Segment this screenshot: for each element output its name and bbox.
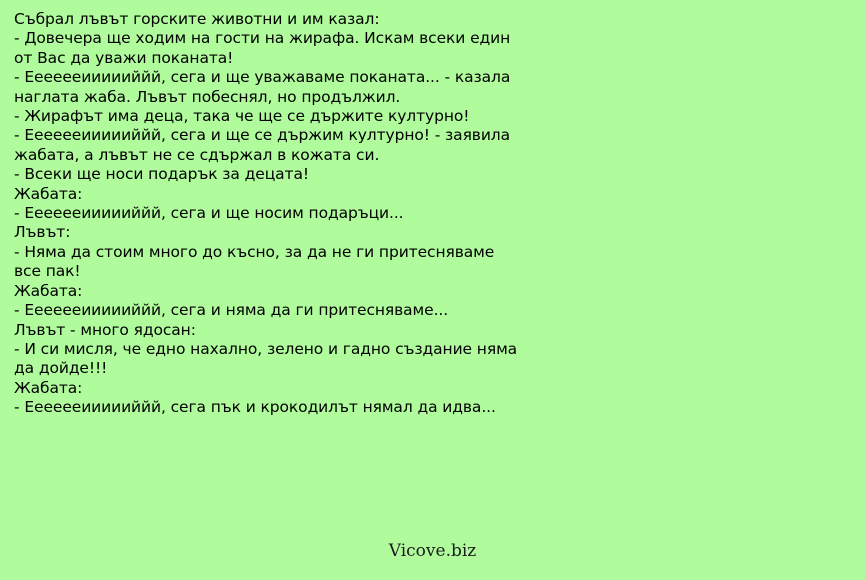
joke-text [14,10,614,418]
joke-line: - И си мисля, че едно нахално, зелено и гадно създание няма [14,339,518,358]
joke-line: Лъвът - много ядосан: [14,320,196,339]
joke-line: Жабата: [14,281,83,300]
joke-line: - Ееееееиииииййй, сега и ще уважаваме поканата... - казала [14,68,511,87]
joke-line: Лъвът: [14,223,71,242]
joke-line: - Ееееееиииииййй, сега и няма да ги притесняваме... [14,301,449,320]
joke-line: от Вас да уважи поканата! [14,48,234,67]
joke-line: - Всеки ще носи подарък за децата! [14,165,309,184]
joke-line: Жабата: [14,378,83,397]
joke-line: Събрал лъвът горските животни и им казал: [14,10,380,28]
joke-line: все пак! [14,262,81,281]
joke-line: - Ееееееиииииййй, сега и ще се държим културно! - заявила [14,126,511,145]
joke-line: - Довечера ще ходим на гости на жирафа. Искам всеки един [14,29,511,48]
site-watermark: Vicove.biz [388,541,477,561]
joke-line: Жабата: [14,184,83,203]
joke-line: - Ееееееиииииййй, сега и ще носим подаръци... [14,204,404,223]
joke-line: - Жирафът има деца, така че ще се държите културно! [14,107,470,126]
joke-line: жабата, а лъвът не се сдържал в кожата си. [14,145,380,164]
joke-line: - Ееееееиииииййй, сега пък и крокодилът нямал да идва... [14,398,496,417]
joke-line: наглата жаба. Лъвът побеснял, но продължил. [14,87,401,106]
joke-line: да дойде!!! [14,359,108,378]
joke-line: - Няма да стоим много до късно, за да не ги притесняваме [14,242,495,261]
